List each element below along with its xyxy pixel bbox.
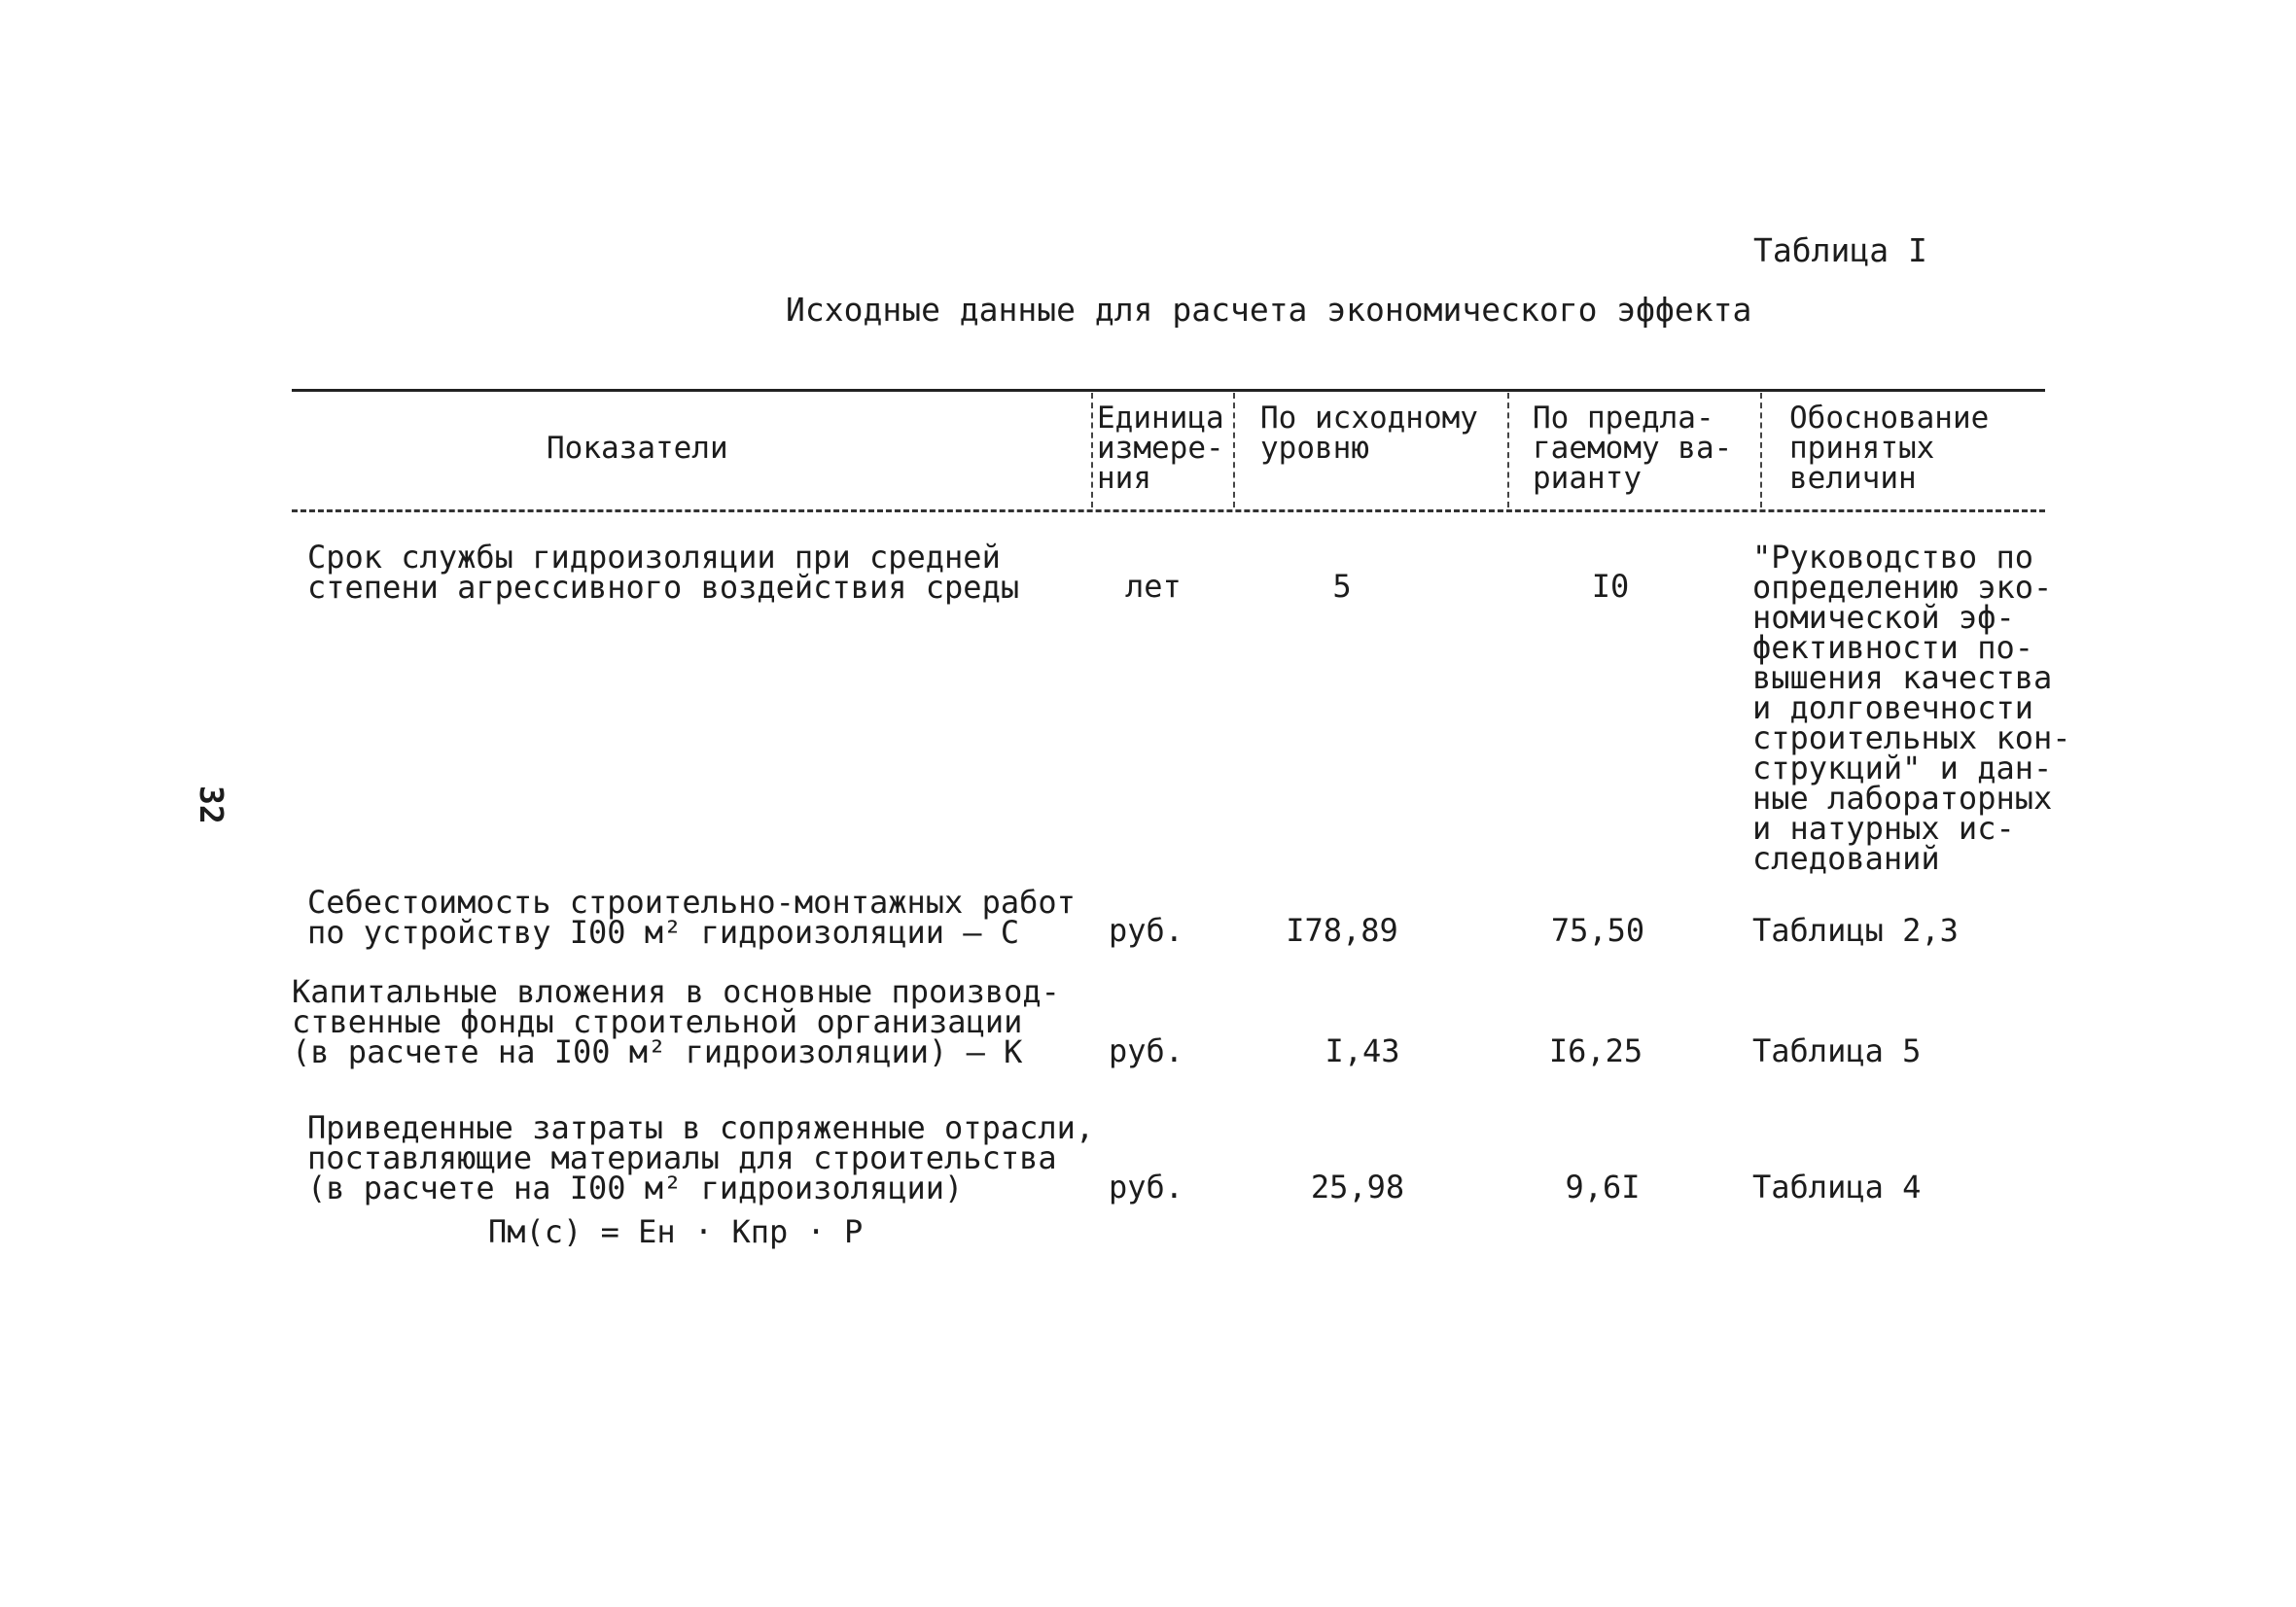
row-unit: руб.: [1109, 1169, 1184, 1205]
header-bottom-rule: [292, 509, 2045, 512]
column-header-proposed: По предла- гаемому ва- рианту: [1533, 401, 1733, 496]
row-unit: лет: [1125, 568, 1182, 605]
row-baseline: I78,89: [1286, 912, 1398, 949]
table-top-rule: [292, 389, 2045, 392]
row-baseline: 25,98: [1310, 1169, 1405, 1205]
row-indicator: Себестоимость строительно-монтажных работ по устройству I00 м² гидроизоляции – С: [307, 884, 1076, 951]
row-indicator: Приведенные затраты в сопряженные отрасли, поставляющие материалы для строительства (в расчете на I00 м² гидроизоляции): [307, 1109, 1095, 1206]
row-baseline: 5: [1332, 568, 1352, 605]
row-justification: Таблицы 2,3: [1752, 912, 1959, 949]
row-justification: Таблица 5: [1752, 1032, 1922, 1069]
column-header-baseline: По исходному уровню: [1260, 401, 1478, 466]
row-unit: руб.: [1109, 912, 1184, 949]
column-header-justification: Обоснование принятых величин: [1789, 401, 1990, 496]
row-justification: "Руководство по определению эко- номической эф- фективности по- вышения качества и долговечности строительных кон- струкций" и дан- ные лабораторных и натурных ис- следований: [1752, 539, 2071, 877]
row-justification: Таблица 4: [1752, 1169, 1922, 1205]
row-proposed: 9,6I: [1565, 1169, 1641, 1205]
document-title: Исходные данные для расчета экономического эффекта: [786, 291, 1752, 329]
column-separator: [1507, 393, 1509, 507]
column-header-unit: Единица измере- ния: [1097, 401, 1224, 496]
table-label: Таблица I: [1753, 231, 1927, 269]
row-proposed: I0: [1591, 568, 1630, 605]
row-proposed: 75,50: [1550, 912, 1645, 949]
page-number: 32: [193, 786, 230, 824]
row-proposed: I6,25: [1548, 1032, 1643, 1069]
row-formula: Пм(с) = Ен · Кпр · Р: [488, 1213, 864, 1250]
column-separator: [1233, 393, 1235, 507]
column-header-indicator: Показатели: [547, 431, 728, 466]
row-baseline: I,43: [1325, 1032, 1400, 1069]
row-indicator: Капитальные вложения в основные производ- ственные фонды строительной организации (в расчете на I00 м² гидроизоляции) – К: [292, 973, 1060, 1070]
column-separator: [1760, 393, 1762, 507]
column-separator: [1091, 393, 1093, 507]
row-indicator: Срок службы гидроизоляции при средней степени агрессивного воздействия среды: [307, 539, 1020, 606]
row-unit: руб.: [1109, 1032, 1184, 1069]
